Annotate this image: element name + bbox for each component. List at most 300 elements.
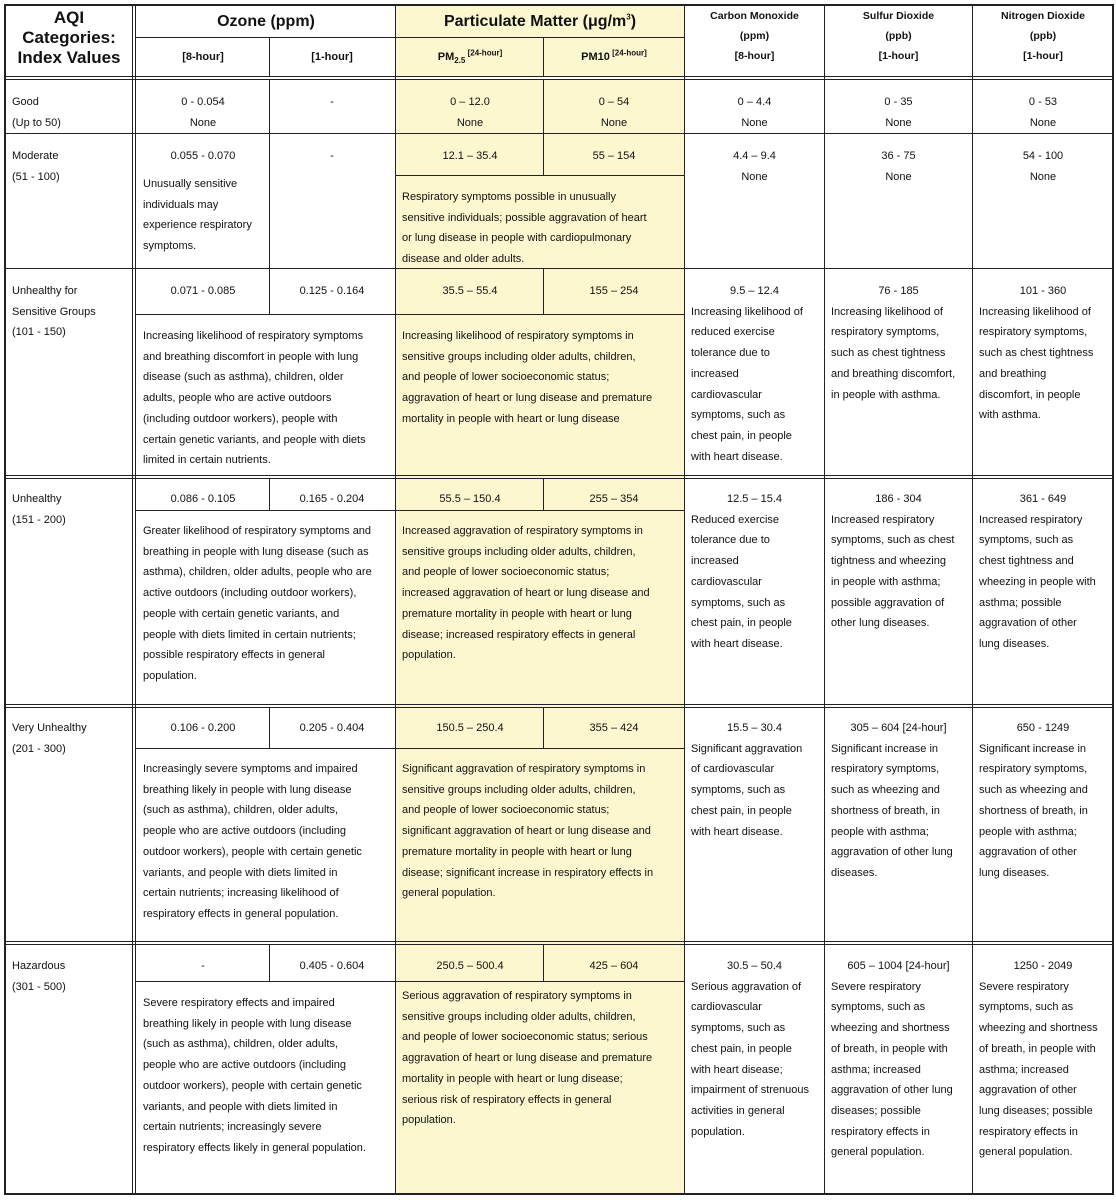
row-label-hazardous	[12, 956, 132, 997]
header-pm25-label: PM	[437, 51, 455, 63]
row-label-line: Sensitive Groups	[12, 305, 96, 318]
row-label-line: Hazardous	[12, 960, 66, 972]
desc-line: symptoms.	[143, 240, 197, 253]
header-pm25-sub: 2.5	[454, 56, 466, 66]
desc-line: diseases.	[831, 866, 878, 879]
desc-line: experience respiratory	[143, 219, 252, 232]
range-note: None	[600, 116, 628, 129]
col-divider-so2-no2	[972, 4, 973, 1195]
desc-block	[825, 977, 972, 1163]
row-divider	[4, 475, 1114, 476]
header-divider	[4, 79, 1114, 80]
desc-line: such as wheezing and	[979, 784, 1088, 797]
moderate-ozone-1h	[269, 146, 395, 167]
desc-line: premature mortality in people with heart or lung	[402, 845, 632, 858]
very-unhealthy-no2	[973, 718, 1113, 884]
moderate-pm-desc	[396, 187, 684, 270]
range-value: 12.5 – 15.4	[726, 493, 783, 505]
range-value: 0.106 - 0.200	[170, 722, 236, 734]
header-ozone-1h	[269, 38, 395, 76]
range-value: 0 - 53	[1028, 96, 1058, 108]
table-border-right	[1112, 4, 1114, 1195]
range-value: -	[330, 96, 334, 108]
desc-block	[973, 739, 1113, 884]
cell-divider	[136, 510, 684, 511]
desc-line: aggravation of other	[979, 1084, 1077, 1097]
desc-line: sensitive groups including older adults, children,	[402, 783, 636, 796]
header-co-line: [8-hour]	[734, 50, 775, 62]
row-divider	[4, 478, 1114, 479]
range-value: 36 - 75	[881, 150, 916, 162]
desc-line: respiratory effects in	[831, 1125, 930, 1138]
header-so2-line: (ppb)	[885, 30, 912, 42]
desc-block	[973, 510, 1113, 655]
desc-line: breathing in people with lung disease (such as	[143, 545, 369, 558]
hazardous-pm10	[544, 956, 684, 977]
unhealthy-pm10	[544, 489, 684, 510]
desc-line: aggravation of other	[979, 617, 1077, 630]
header-pm10-sup: [24-hour]	[609, 48, 647, 58]
range-value: 355 – 424	[589, 722, 639, 734]
desc-block	[825, 302, 972, 406]
cell-divider	[269, 479, 270, 510]
range-value: 0.205 - 0.404	[299, 722, 365, 734]
cell-divider	[396, 175, 684, 176]
range-value: 4.4 – 9.4	[733, 150, 776, 162]
hazardous-ozone-desc	[137, 993, 395, 1159]
desc-line: and breathing	[979, 367, 1047, 380]
row-divider	[4, 133, 1114, 134]
usg-so2	[825, 281, 972, 405]
desc-line: in people with asthma.	[831, 388, 941, 401]
desc-line: Significant increase in	[831, 742, 939, 755]
desc-line: of breath, in people with	[831, 1042, 948, 1055]
row-label-line: Unhealthy for	[12, 285, 78, 297]
unhealthy-ozone-1h	[269, 489, 395, 510]
moderate-pm25	[396, 146, 544, 167]
unhealthy-ozone-8h	[137, 489, 269, 510]
header-particulate-matter	[396, 6, 684, 38]
cell-divider	[269, 708, 270, 748]
range-value: 255 – 354	[589, 493, 639, 505]
desc-line: increased aggravation of heart or lung disease and	[402, 587, 650, 600]
desc-line: population.	[402, 1114, 456, 1127]
desc-line: in people with asthma;	[831, 575, 941, 588]
cell-divider	[269, 134, 270, 268]
desc-line: symptoms, such as	[979, 534, 1074, 547]
header-ozone-split	[269, 37, 270, 77]
desc-line: breathing likely in people with lung disease	[143, 1017, 352, 1030]
desc-line: activities in general	[691, 1104, 785, 1117]
range-value: 650 - 1249	[1016, 722, 1070, 734]
desc-line: Increasingly severe symptoms and impaired	[143, 763, 358, 775]
desc-line: possible aggravation of	[831, 596, 945, 609]
cell-divider	[543, 134, 544, 175]
desc-line: with heart disease.	[691, 825, 783, 838]
good-pm25	[396, 92, 544, 133]
range-value: 101 - 360	[1019, 285, 1067, 297]
range-value: 0.071 - 0.085	[170, 285, 236, 297]
desc-line: shortness of breath, in	[831, 804, 940, 817]
good-co	[685, 92, 824, 133]
desc-line: people who are active outdoors (including	[143, 1059, 347, 1072]
unhealthy-so2	[825, 489, 972, 634]
cell-divider	[269, 80, 270, 133]
desc-line: with asthma.	[979, 409, 1041, 422]
very-unhealthy-pm25	[396, 718, 544, 739]
range-value: 305 – 604 [24-hour]	[850, 722, 947, 734]
table-border-top	[4, 4, 1114, 6]
unhealthy-pm25	[396, 489, 544, 510]
hazardous-co	[685, 956, 824, 1142]
header-pm10	[544, 38, 684, 76]
desc-line: shortness of breath, in	[979, 804, 1088, 817]
header-aqi-categories	[6, 6, 132, 78]
desc-line: asthma; possible	[979, 596, 1062, 609]
desc-line: Significant aggravation of respiratory symptoms in	[402, 763, 646, 775]
desc-line: Severe respiratory	[831, 980, 921, 993]
moderate-ozone-desc	[137, 174, 269, 257]
header-aqi-line: Index Values	[17, 48, 121, 67]
header-ozone	[137, 6, 395, 38]
header-pm-label: Particulate Matter (μg/m	[443, 13, 627, 30]
header-so2-line: [1-hour]	[878, 50, 919, 62]
desc-line: Significant aggravation	[691, 742, 803, 755]
header-co-line: Carbon Monoxide	[710, 10, 799, 22]
range-value: 155 – 254	[589, 285, 639, 297]
usg-pm25	[396, 281, 544, 302]
range-value: 0.165 - 0.204	[299, 493, 365, 505]
desc-line: symptoms, such as chest	[831, 534, 955, 547]
desc-line: Severe respiratory effects and impaired	[143, 997, 335, 1009]
range-value: 425 – 604	[589, 960, 639, 972]
desc-line: increased	[691, 367, 739, 380]
desc-line: Increasing likelihood of respiratory symptoms	[143, 330, 364, 342]
desc-block	[973, 977, 1113, 1163]
desc-block	[685, 510, 824, 655]
range-value: 0 – 4.4	[737, 96, 772, 108]
desc-line: significant aggravation of heart or lung disease and	[402, 825, 651, 838]
desc-line: of breath, in people with	[979, 1042, 1096, 1055]
desc-line: individuals may	[143, 198, 219, 211]
cell-divider	[543, 269, 544, 314]
desc-block	[973, 302, 1113, 426]
row-label-line: (51 - 100)	[12, 170, 60, 183]
desc-block	[685, 977, 824, 1143]
range-note: None	[741, 116, 768, 129]
desc-line: aggravation of other lung	[831, 1084, 953, 1097]
header-ozone-8h	[137, 38, 269, 76]
desc-line: aggravation of other	[979, 846, 1077, 859]
desc-line: symptoms, such as	[831, 1001, 926, 1014]
desc-line: lung diseases; possible	[979, 1104, 1093, 1117]
header-no2-line: (ppb)	[1029, 30, 1057, 42]
desc-line: breathing likely in people with lung disease	[143, 783, 352, 796]
row-label-moderate	[12, 146, 132, 187]
desc-line: Increased respiratory	[831, 513, 935, 526]
range-value: 605 – 1004 [24-hour]	[847, 960, 950, 972]
desc-line: disease (such as asthma), children, older	[143, 371, 344, 384]
desc-line: Increased respiratory	[979, 513, 1083, 526]
desc-line: respiratory symptoms,	[831, 763, 940, 776]
range-note: None	[456, 116, 484, 129]
hazardous-no2	[973, 956, 1113, 1163]
desc-line: tolerance due to	[691, 347, 770, 360]
desc-line: chest pain, in people	[691, 617, 792, 630]
range-value: 15.5 – 30.4	[726, 722, 783, 734]
very-unhealthy-co	[685, 718, 824, 842]
usg-ozone-1h	[269, 281, 395, 302]
desc-line: and people of lower socioeconomic status;	[402, 371, 610, 384]
desc-line: tightness and wheezing	[831, 555, 946, 568]
header-pm25	[396, 38, 544, 76]
header-ozone-8h-label: [8-hour]	[182, 51, 224, 63]
desc-line: sensitive individuals; possible aggravation of heart	[402, 211, 647, 224]
desc-line: Increasing likelihood of	[831, 305, 943, 318]
desc-line: increased	[691, 555, 739, 568]
desc-line: such as chest tightness	[979, 347, 1094, 360]
desc-line: serious risk of respiratory effects in general	[402, 1093, 612, 1106]
desc-line: such as wheezing and	[831, 784, 940, 797]
desc-line: and people of lower socioeconomic status;	[402, 804, 610, 817]
desc-line: or lung disease in people with cardiopulmonary	[402, 232, 632, 245]
desc-line: certain nutrients; increasing likelihood of	[143, 887, 339, 900]
cell-divider	[543, 479, 544, 510]
desc-line: and people of lower socioeconomic status;	[402, 566, 610, 579]
good-ozone-1h	[269, 92, 395, 113]
desc-line: Serious aggravation of	[691, 980, 802, 993]
desc-line: respiratory effects likely in general population.	[143, 1141, 366, 1154]
header-pm-close: )	[630, 13, 637, 30]
range-value: 55.5 – 150.4	[439, 493, 501, 505]
row-divider	[4, 707, 1114, 708]
row-label-very-unhealthy	[12, 718, 132, 759]
range-value: 150.5 – 250.4	[436, 722, 504, 734]
desc-line: Increasing likelihood of	[979, 305, 1091, 318]
header-so2-line: Sulfur Dioxide	[862, 10, 935, 22]
header-sulfur-dioxide	[825, 6, 972, 76]
desc-line: chest tightness and	[979, 555, 1074, 568]
row-label-line: (Up to 50)	[12, 116, 61, 129]
cell-divider	[543, 80, 544, 133]
desc-line: impairment of strenuous	[691, 1084, 809, 1097]
row-label-unhealthy	[12, 489, 132, 530]
desc-line: general population.	[979, 1146, 1073, 1159]
desc-line: symptoms, such as	[691, 784, 786, 797]
desc-line: such as chest tightness	[831, 347, 946, 360]
desc-line: certain genetic variants, and people with diets	[143, 433, 366, 446]
desc-line: with heart disease;	[691, 1063, 783, 1076]
desc-line: cardiovascular	[691, 575, 762, 588]
desc-line: mortality in people with heart or lung disease	[402, 412, 620, 425]
desc-line: outdoor workers), people with certain genetic	[143, 845, 362, 858]
desc-line: sensitive groups including older adults, children,	[402, 545, 636, 558]
desc-line: asthma), children, older adults, people who are	[143, 566, 372, 579]
table-border-left	[4, 4, 6, 1195]
range-value: 1250 - 2049	[1013, 960, 1073, 972]
desc-line: Significant increase in	[979, 742, 1087, 755]
row-label-line: Very Unhealthy	[12, 722, 87, 734]
range-value: 55 – 154	[592, 150, 636, 162]
desc-line: Increased aggravation of respiratory symptoms in	[402, 525, 643, 537]
desc-line: respiratory effects in general population.	[143, 907, 339, 920]
desc-line: Severe respiratory	[979, 980, 1069, 993]
desc-line: disease; significant increase in respiratory effects in	[402, 866, 654, 879]
desc-line: people with diets limited in certain nutrients;	[143, 628, 356, 641]
desc-line: variants, and people with diets limited in	[143, 1100, 338, 1113]
desc-line: wheezing in people with	[979, 575, 1096, 588]
range-note: None	[1029, 116, 1057, 129]
row-label-line: Unhealthy	[12, 493, 62, 505]
header-co-line: (ppm)	[739, 30, 770, 42]
usg-pm10	[544, 281, 684, 302]
desc-line: population.	[691, 1125, 745, 1138]
desc-line: Reduced exercise	[691, 513, 780, 526]
range-value: 0.055 - 0.070	[170, 150, 236, 162]
desc-line: lung diseases.	[979, 637, 1050, 650]
desc-line: people with certain genetic variants, and	[143, 607, 340, 620]
desc-line: chest pain, in people	[691, 429, 792, 442]
desc-line: (such as asthma), children, older adults,	[143, 1038, 339, 1051]
label-column-divider	[135, 4, 136, 1195]
cell-divider	[543, 708, 544, 748]
usg-ozone-desc	[137, 326, 395, 471]
row-label-line: Good	[12, 96, 39, 108]
desc-line: sensitive groups including older adults, children,	[402, 1010, 636, 1023]
hazardous-so2	[825, 956, 972, 1163]
range-value: 9.5 – 12.4	[730, 285, 779, 297]
desc-line: and breathing discomfort,	[831, 367, 956, 380]
range-value: 0 – 54	[598, 96, 630, 108]
label-column-divider	[132, 4, 133, 1195]
very-unhealthy-ozone-desc	[137, 759, 395, 925]
range-value: 0 - 35	[884, 96, 913, 108]
desc-block	[685, 302, 824, 468]
desc-line: reduced exercise	[691, 326, 775, 339]
desc-line: respiratory symptoms,	[979, 763, 1088, 776]
row-label-line: (301 - 500)	[12, 980, 66, 993]
range-value: 0.086 - 0.105	[170, 493, 236, 505]
row-divider	[4, 941, 1114, 942]
header-pm-split	[543, 37, 544, 77]
desc-line: general population.	[402, 887, 496, 900]
range-value: -	[201, 960, 205, 972]
desc-line: limited in certain nutrients.	[143, 454, 271, 467]
header-pm10-label: PM10	[581, 51, 610, 63]
desc-line: symptoms, such as	[691, 409, 786, 422]
very-unhealthy-pm10	[544, 718, 684, 739]
row-divider	[4, 704, 1114, 705]
good-no2	[973, 92, 1113, 133]
header-aqi-line: Categories:	[22, 28, 116, 47]
desc-line: wheezing and shortness	[831, 1022, 950, 1035]
range-value: 186 - 304	[875, 493, 922, 505]
usg-no2	[973, 281, 1113, 426]
header-subdivider	[136, 37, 684, 38]
desc-line: active outdoors (including outdoor workers),	[143, 587, 357, 600]
desc-line: and people of lower socioeconomic status; serious	[402, 1031, 648, 1044]
desc-line: (including outdoor workers), people with	[143, 412, 338, 425]
unhealthy-no2	[973, 489, 1113, 655]
desc-line: other lung diseases.	[831, 617, 930, 630]
desc-line: symptoms, such as	[691, 596, 786, 609]
moderate-pm10	[544, 146, 684, 167]
cell-divider	[136, 981, 684, 982]
header-no2-line: [1-hour]	[1023, 50, 1063, 62]
desc-line: diseases; possible	[831, 1104, 921, 1117]
very-unhealthy-so2	[825, 718, 972, 884]
desc-line: disease; increased respiratory effects in general	[402, 628, 636, 641]
hazardous-pm-desc	[396, 986, 684, 1131]
good-ozone-8h	[137, 92, 269, 133]
unhealthy-co	[685, 489, 824, 655]
hazardous-ozone-8h	[137, 956, 269, 977]
good-so2	[825, 92, 972, 133]
desc-line: aggravation of other lung	[831, 846, 953, 859]
range-value: 250.5 – 500.4	[436, 960, 504, 972]
desc-line: asthma; increased	[831, 1063, 921, 1076]
desc-line: chest pain, in people	[691, 1042, 792, 1055]
desc-line: people with asthma;	[831, 825, 929, 838]
range-note: None	[1029, 170, 1057, 183]
desc-line: variants, and people with diets limited in	[143, 866, 338, 879]
desc-line: with heart disease.	[691, 450, 783, 463]
row-label-line: (151 - 200)	[12, 513, 66, 526]
header-divider	[4, 76, 1114, 77]
desc-line: symptoms, such as	[979, 1001, 1074, 1014]
header-no2-line: Nitrogen Dioxide	[1000, 10, 1085, 22]
desc-line: population.	[143, 669, 197, 682]
header-ozone-1h-label: [1-hour]	[311, 51, 353, 63]
header-ozone-label: Ozone (ppm)	[217, 13, 315, 30]
range-note: None	[741, 170, 768, 183]
range-value: 361 - 649	[1019, 493, 1067, 505]
header-carbon-monoxide	[685, 6, 824, 76]
desc-line: discomfort, in people	[979, 388, 1081, 401]
desc-line: mortality in people with heart or lung disease;	[402, 1072, 623, 1085]
desc-line: Respiratory symptoms possible in unusually	[402, 191, 616, 203]
desc-line: lung diseases.	[979, 866, 1050, 879]
desc-line: cardiovascular	[691, 388, 762, 401]
desc-line: respiratory effects in	[979, 1125, 1078, 1138]
cell-divider	[269, 269, 270, 314]
desc-line: and breathing discomfort in people with lung	[143, 350, 359, 363]
range-value: 0.405 - 0.604	[299, 960, 365, 972]
desc-line: aggravation of heart or lung disease and premature	[402, 392, 653, 405]
range-value: 0 - 0.054	[181, 96, 225, 108]
desc-line: tolerance due to	[691, 534, 770, 547]
very-unhealthy-ozone-8h	[137, 718, 269, 739]
desc-line: with heart disease.	[691, 637, 783, 650]
cell-divider	[136, 748, 684, 749]
cell-divider	[136, 314, 684, 315]
desc-line: aggravation of heart or lung disease and premature	[402, 1052, 653, 1065]
desc-line: adults, people who are active outdoors	[143, 392, 332, 405]
desc-block	[825, 739, 972, 884]
desc-line: of cardiovascular	[691, 763, 775, 776]
desc-line: Serious aggravation of respiratory symptoms in	[402, 990, 632, 1002]
range-value: 35.5 – 55.4	[442, 285, 498, 297]
desc-line: people who are active outdoors (including	[143, 825, 347, 838]
col-divider-pm-co	[684, 4, 685, 1195]
range-value: 76 - 185	[878, 285, 919, 297]
col-divider-ozone-pm	[395, 4, 396, 1195]
desc-line: Greater likelihood of respiratory symptoms and	[143, 525, 372, 537]
range-value: 12.1 – 35.4	[442, 150, 498, 162]
desc-line: people with asthma;	[979, 825, 1077, 838]
desc-line: possible respiratory effects in general	[143, 649, 326, 662]
row-label-line: Moderate	[12, 150, 59, 162]
